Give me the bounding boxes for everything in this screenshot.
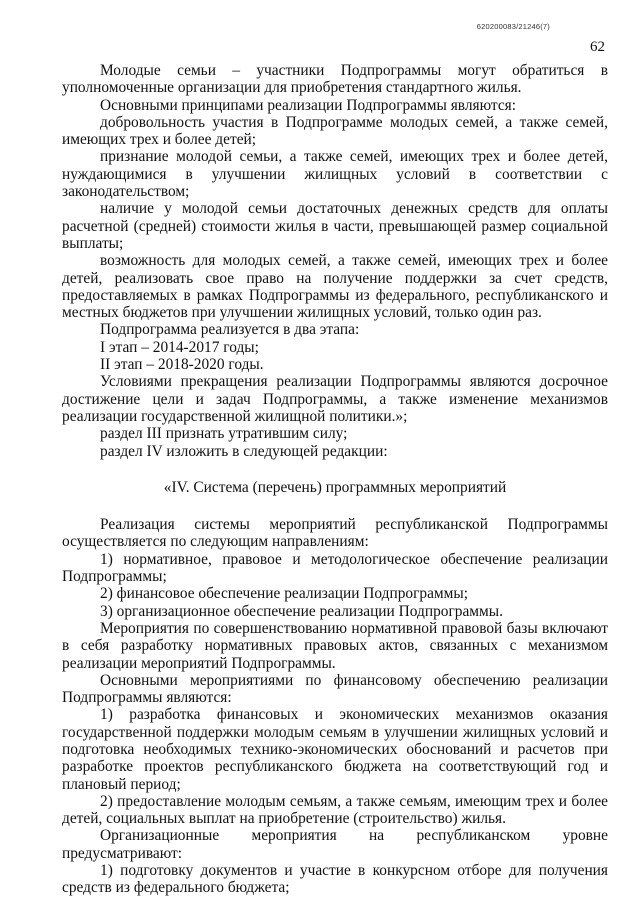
paragraph: 2) финансовое обеспечение реализации Подпрограммы;: [100, 585, 469, 603]
paragraph: добровольность участия в Подпрограмме молодых семей, а также семей, имеющих трех и более детей;: [62, 113, 608, 149]
paragraph: Основными принципами реализации Подпрограммы являются:: [100, 96, 517, 114]
document-body: [62, 62, 608, 897]
paragraph: Молодые семьи – участники Подпрограммы могут обратиться в уполномоченные организации для приобретения стандартного жилья.: [62, 62, 608, 97]
paragraph: раздел III признать утратившим силу;: [100, 425, 348, 443]
paragraph: II этап – 2018-2020 годы.: [100, 356, 264, 374]
paragraph: Подпрограмма реализуется в два этапа:: [100, 321, 360, 339]
paragraph: I этап – 2014-2017 годы;: [100, 338, 259, 356]
paragraph: Основными мероприятиями по финансовому обеспечению реализации Подпрограммы являются:: [62, 671, 608, 707]
paragraph: Условиями прекращения реализации Подпрограммы являются досрочное достижение цели и задач Подпрограммы, а также изменение механизмов реализации государственной жилищной политики.»;: [62, 373, 608, 425]
section-heading: «IV. Система (перечень) программных мероприятий: [163, 478, 507, 496]
paragraph: Мероприятия по совершенствованию нормативной правовой базы включают в себя разработку нормативных правовых актов, связанных с механизмом реализации мероприятий Подпрограммы.: [62, 619, 608, 672]
paragraph: 1) разработка финансовых и экономических механизмов оказания государственной поддержки молодым семьям в улучшении жилищных условий и подготовка необходимых технико-экономических обоснований и расчетов при разработке проектов республиканского бюджета на соответствующий год и плановый период;: [62, 706, 608, 793]
paragraph: Организационные мероприятия на республиканском уровне предусматривают:: [62, 827, 608, 862]
page-number: 62: [590, 39, 605, 55]
paragraph: наличие у молодой семьи достаточных денежных средств для оплаты расчетной (средней) стоимости жилья в части, превышающей размер социальной выплаты;: [62, 200, 608, 252]
paragraph: возможность для молодых семей, а также семей, имеющих трех и более детей, реализовать свое право на получение поддержки за счет средств, предоставляемых в рамках Подпрограммы из федерального, республиканского и местных бюджетов при улучшении жилищных условий, только один раз.: [62, 252, 608, 322]
paragraph: признание молодой семьи, а также семей, имеющих трех и более детей, нуждающимися в улучшении жилищных условий в соответствии с законодательством;: [62, 148, 608, 201]
document-code: 620200083/21246(7): [476, 22, 550, 31]
paragraph: Реализация системы мероприятий республиканской Подпрограммы осуществляется по следующим направлениям:: [62, 516, 608, 551]
paragraph: 1) нормативное, правовое и методологическое обеспечение реализации Подпрограммы;: [62, 550, 608, 586]
paragraph: раздел IV изложить в следующей редакции:: [100, 442, 388, 460]
paragraph: 3) организационное обеспечение реализации Подпрограммы.: [100, 602, 503, 620]
paragraph: 2) предоставление молодым семьям, а также семьям, имеющим трех и более детей, социальных выплат на приобретение (строительство) жилья.: [62, 792, 608, 828]
paragraph: 1) подготовку документов и участие в конкурсном отборе для получения средств из федерального бюджета;: [62, 862, 608, 897]
